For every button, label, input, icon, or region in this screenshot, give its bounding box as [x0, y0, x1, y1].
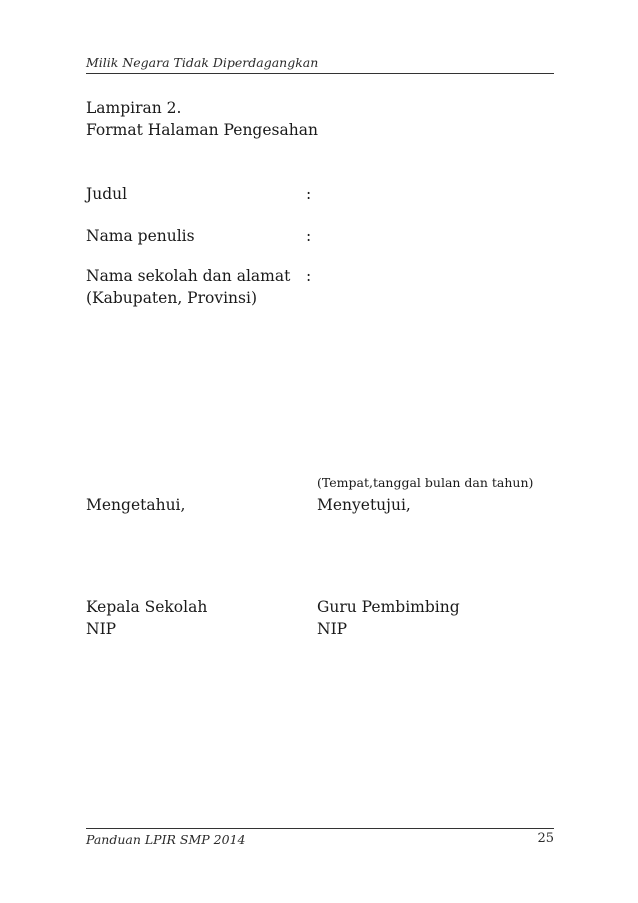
right-sign-nip: NIP	[317, 620, 348, 638]
running-footer: Panduan LPIR SMP 2014	[86, 832, 246, 847]
field-colon-sekolah: :	[306, 267, 312, 285]
right-sign-role: Guru Pembimbing	[317, 598, 460, 616]
footer-rule	[86, 828, 554, 829]
left-sign-role: Kepala Sekolah	[86, 598, 208, 616]
date-place-note: (Tempat,tanggal bulan dan tahun)	[317, 475, 534, 490]
field-colon-judul: :	[306, 185, 312, 203]
appendix-label: Lampiran 2.	[86, 99, 182, 117]
appendix-title: Format Halaman Pengesahan	[86, 121, 318, 139]
field-label-sekolah: Nama sekolah dan alamat	[86, 267, 291, 285]
field-colon-nama-penulis: :	[306, 227, 312, 245]
page-number: 25	[537, 831, 554, 846]
left-sign-nip: NIP	[86, 620, 117, 638]
left-sign-caption: Mengetahui,	[86, 496, 186, 514]
field-label-judul: Judul	[86, 185, 128, 203]
header-rule	[86, 73, 554, 74]
right-sign-caption: Menyetujui,	[317, 496, 411, 514]
field-label-sekolah-sub: (Kabupaten, Provinsi)	[86, 289, 257, 307]
running-header: Milik Negara Tidak Diperdagangkan	[86, 55, 319, 70]
field-label-nama-penulis: Nama penulis	[86, 227, 195, 245]
